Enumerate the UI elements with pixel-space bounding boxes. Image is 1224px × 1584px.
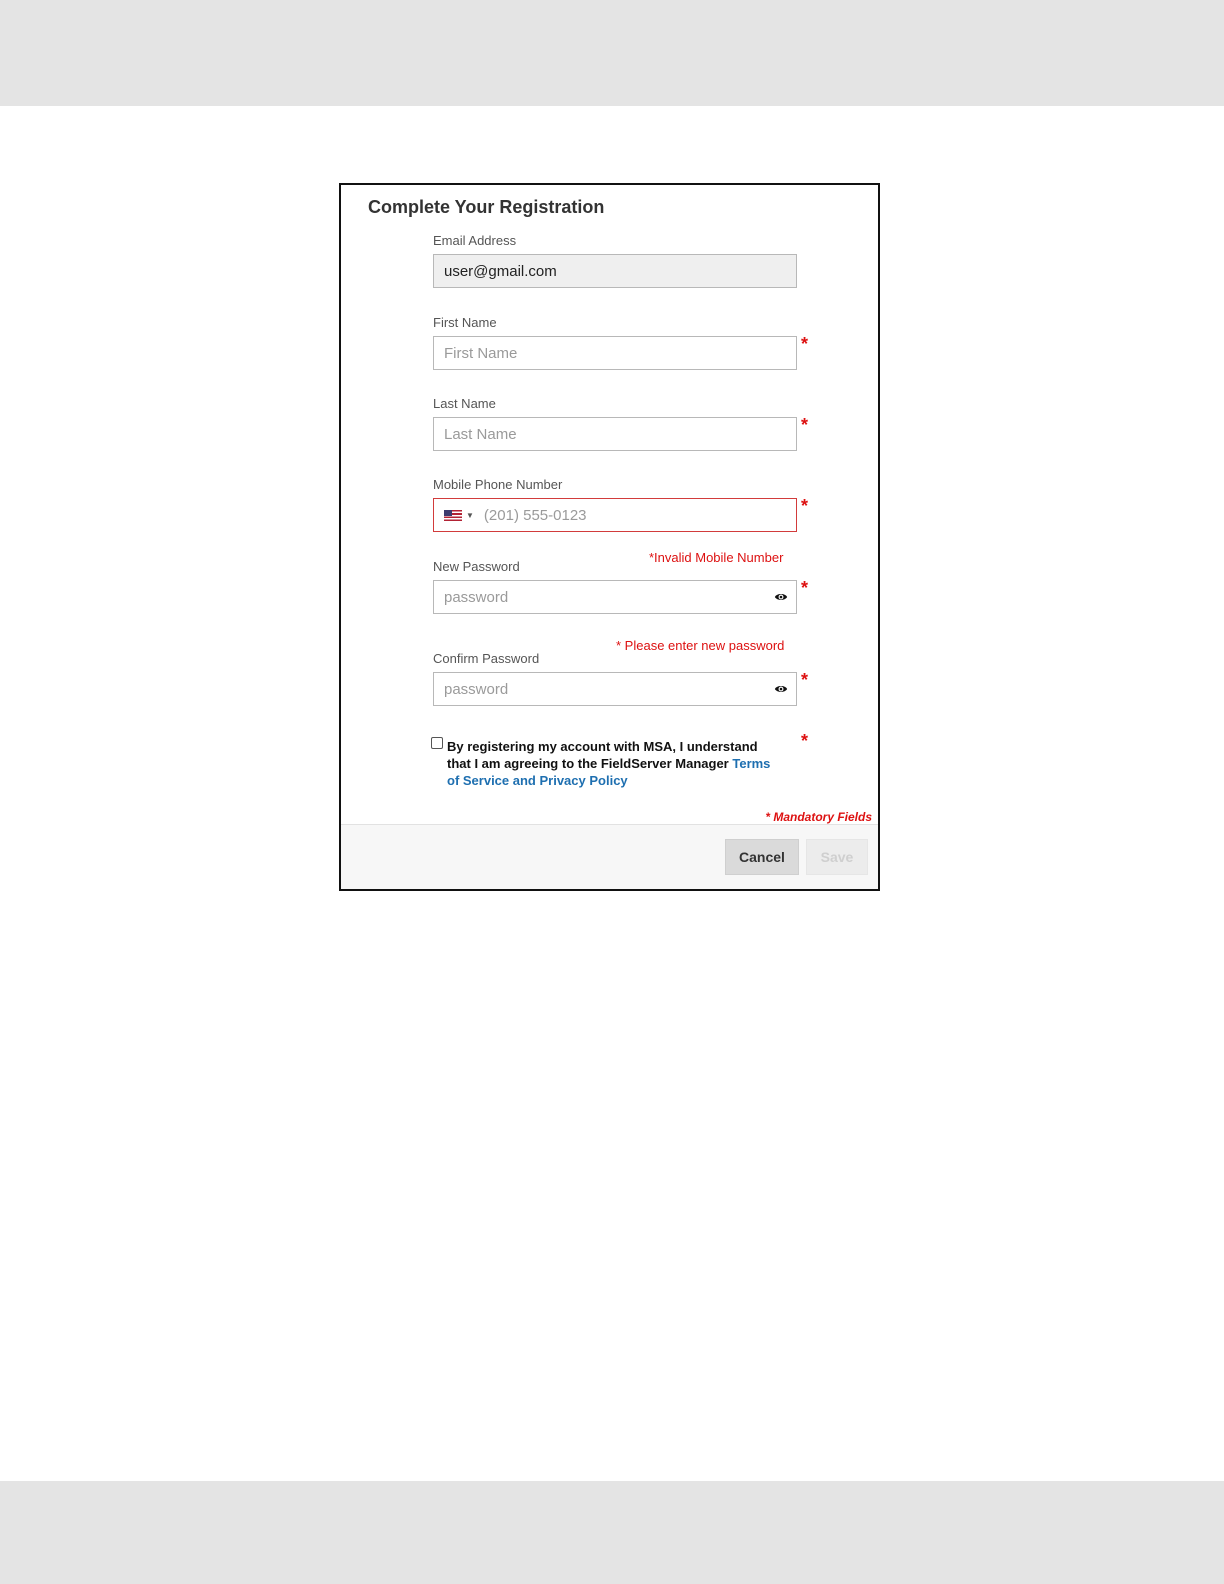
mobile-label: Mobile Phone Number [433, 477, 563, 492]
confirm-password-input[interactable] [433, 672, 797, 706]
chevron-down-icon[interactable]: ▼ [466, 510, 474, 520]
first-name-label: First Name [433, 315, 497, 330]
eye-icon[interactable] [774, 682, 788, 696]
agreement-text [447, 738, 777, 789]
agreement-required-mark: * [801, 731, 809, 751]
new-password-error-message: * Please enter new password [616, 638, 785, 653]
registration-dialog [339, 183, 880, 891]
page-header-band [0, 0, 1224, 106]
mobile-placeholder: (201) 555-0123 [483, 506, 587, 524]
mandatory-fields-note: * Mandatory Fields [765, 810, 872, 824]
mobile-required-mark: * [801, 496, 809, 516]
new-password-required-mark: * [801, 578, 809, 598]
dialog-title: Complete Your Registration [368, 197, 605, 217]
first-name-placeholder: First Name [444, 344, 518, 362]
new-password-label: New Password [433, 559, 520, 574]
last-name-required-mark: * [801, 415, 809, 435]
save-button[interactable]: Save [806, 839, 868, 875]
eye-icon[interactable] [774, 590, 788, 604]
email-value: user@gmail.com [444, 262, 557, 280]
first-name-required-mark: * [801, 334, 809, 354]
mobile-phone-input[interactable] [433, 498, 797, 532]
confirm-password-placeholder: password [444, 680, 509, 698]
confirm-password-label: Confirm Password [433, 651, 540, 666]
email-field[interactable] [433, 254, 797, 288]
agree-terms-checkbox[interactable] [431, 737, 443, 749]
last-name-input[interactable] [433, 417, 797, 451]
page-footer-band [0, 1481, 1224, 1584]
last-name-label: Last Name [433, 396, 496, 411]
confirm-password-required-mark: * [801, 670, 809, 690]
new-password-input[interactable] [433, 580, 797, 614]
first-name-input[interactable] [433, 336, 797, 370]
mobile-error-message: *Invalid Mobile Number [649, 550, 784, 565]
new-password-placeholder: password [444, 588, 509, 606]
dialog-footer [341, 824, 878, 889]
us-flag-icon[interactable] [444, 510, 462, 521]
cancel-button[interactable]: Cancel [725, 839, 799, 875]
terms-privacy-link[interactable]: Terms of Service and Privacy Policy [447, 756, 771, 788]
agreement-statement: By registering my account with MSA, I understand that I am agreeing to the FieldServer Manager [447, 739, 758, 771]
email-label: Email Address [433, 233, 517, 248]
last-name-placeholder: Last Name [444, 425, 517, 443]
